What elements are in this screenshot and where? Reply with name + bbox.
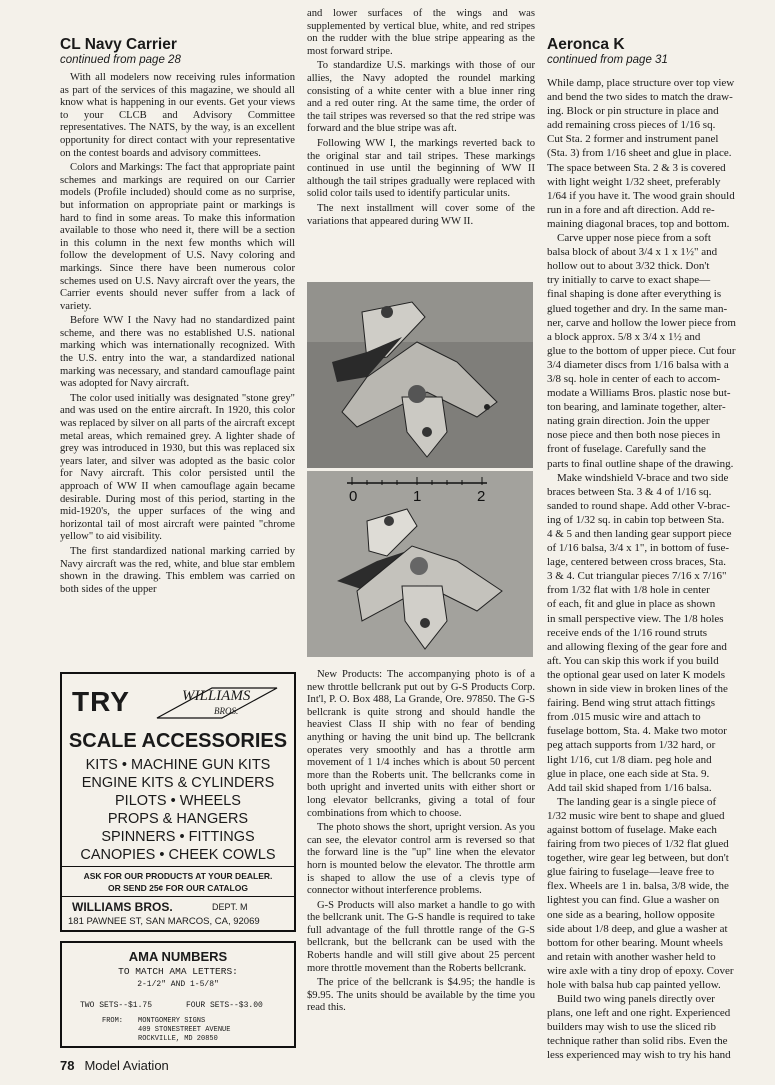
paragraph: The color used initially was designated "stone grey" and was used on the entire aircraft. In 1920, this color was replaced by silver on all parts of the aircraft except metal areas, which remained grey. A lighter shade of grey was introduced in 1930, but this was replaced six years later, and silver was adopted as the basic color for Navy aircraft. This color persisted until the approach of WW II when camouflage again became desirable. During most of this period, starting in the mid-1920's, the upper surfaces of the wing and horizontal tail of most aircraft were painted "chrome yellow" to aid visibility.	[60, 392, 295, 543]
paragraph: Following WW I, the markings reverted back to the original star and tail stripes. These markings continued in use until the beginning of WW II although the tail stripes gradually were replaced with solid color tails used to identify particular units.	[307, 137, 535, 200]
text-line: nose piece and then both nose pieces in	[547, 429, 721, 442]
text-line: with light weight 1/32 sheet, preferably	[547, 175, 721, 188]
text-line: Carve upper nose piece from a soft	[557, 232, 711, 245]
text-line: braces between Sta. 3 & 4 of 1/16 sq.	[547, 485, 712, 498]
text-line: 3 & 4. Cut triangular pieces 7/16 x 7/16"	[547, 570, 727, 583]
magazine-name: Model Aviation	[84, 1058, 169, 1073]
ad-dept: DEPT. M	[212, 902, 248, 912]
text-line: 1/32 music wire bent to shape and glued	[547, 809, 725, 822]
ad-line: SPINNERS • FITTINGS	[101, 829, 255, 845]
ad-ask-line: ASK FOR OUR PRODUCTS AT YOUR DEALER.	[83, 871, 273, 881]
text-line: glue fairing to fuselage—leave free to	[547, 866, 715, 879]
paragraph: With all modelers now receiving rules information as part of the services of this magazine, we should all know what is happening in our events. Get your views to your CLCB and Advisory Committee representatives. The NATS, by the way, is an excellent opportunity for direct contact with your representative on the contest boards and advisory committees.	[60, 72, 295, 159]
ad-address: 181 PAWNEE ST, SAN MARCOS, CA, 92069	[68, 916, 260, 927]
text-line: and retain with another washer held to	[547, 950, 716, 963]
text-line: of 1/16 balsa, 3/4 x 1", in bottom of fuse-	[547, 542, 729, 555]
text-line: glued together and dry. In the same man-	[547, 302, 728, 315]
ad-line: PILOTS • WHEELS	[115, 793, 241, 809]
logo-subtext: BROS.	[214, 706, 239, 716]
text-line: Add tail skid shaped from 1/16 balsa.	[547, 781, 712, 794]
text-line: 3/8 sq. hole in center of each to accom-	[547, 372, 721, 385]
logo-text: WILLIAMS	[182, 688, 251, 704]
text-line: a block approx. 5/8 x 3/4 x 1½ and	[547, 330, 701, 343]
text-line: glue to the bottom of upper piece. Cut four	[547, 344, 736, 357]
column-left	[60, 36, 295, 598]
bellcrank-illustration	[307, 282, 533, 468]
ruler-label: 1	[413, 488, 422, 505]
text-line: peg attach supports from 1/32 hard, or	[547, 739, 716, 752]
text-line: run in a fore and aft direction. Add re-	[547, 203, 715, 216]
text-line: shown in side view in broken lines of the	[547, 683, 728, 696]
ad-line: PROPS & HANGERS	[107, 811, 249, 827]
text-line: ner, carve and hollow the lower piece from	[547, 316, 736, 329]
text-line: Build two wing panels directly over	[557, 993, 715, 1006]
bellcrank-photo-top	[307, 282, 533, 468]
paragraph: G-S Products will also market a handle to go with the bellcrank unit. The G-S handle is required to take full advantage of the full throttle range of the G-S bellcrank, but the bellcrank can be used with the Roberts handle and will still give about 25 percent more throttle movement than the Roberts bellcrank.	[307, 899, 535, 974]
text-line: The landing gear is a single piece of	[557, 795, 717, 808]
text-line: against bottom of fuselage. Make each	[547, 823, 717, 836]
paragraph: Colors and Markings: The fact that appropriate paint schemes and markings are required on our Carrier models (Profile included) should come as no surprise, but information on appropriate paint or markings is hard to find in some areas. To make this information available to those who need it, there will be a section in this column in the next few months which will follow the development of U.S. Navy coloring and markings. Since there have been numerous color schemes used on U.S. Navy aircraft over the years, the Carrier events should never suffer from a lack of variety.	[60, 162, 295, 312]
text-line: While damp, place structure over top view	[547, 77, 735, 89]
text-line: Cut Sta. 2 former and instrument panel	[547, 133, 719, 146]
text-line: hole with balsa hub cap painted yellow.	[547, 979, 721, 991]
text-line: plans, one left and one right. Experienced	[547, 1007, 731, 1020]
text-line: from 1/32 flat with 1/8 hole in center	[547, 584, 710, 597]
paragraph: To standardize U.S. markings with those of our allies, the Navy adopted the roundel marking consisting of a white center with a blue inner ring and a red outer ring. At the same time, the order of the tail stripes was reversed so that the red stripe was forward and the blue stripe was aft.	[307, 60, 535, 135]
text-line: from .015 music wire and attach to	[547, 711, 701, 724]
ad-line: ENGINE KITS & CYLINDERS	[81, 775, 275, 791]
ruler-label: 2	[477, 488, 486, 505]
text-line: builders may wish to use the sliced rib	[547, 1021, 716, 1034]
text-line: fairing from two pieces of 1/32 flat glued	[547, 838, 729, 851]
text-line: together, wire gear leg between, but don't	[547, 852, 729, 865]
ama-title: AMA NUMBERS	[128, 949, 228, 964]
text-line: front of fuselage. Carefully sand the	[547, 443, 706, 456]
text-line: 1/64 if you have it. The wood grain should	[547, 189, 735, 202]
continued-line: continued from page 31	[547, 54, 668, 66]
text-line: final shaping is done after everything is	[547, 288, 722, 301]
text-line: and bend the two sides to match the draw-	[547, 91, 733, 104]
text-line: light 1/16, cut 1/8 diam. peg hole and	[547, 753, 712, 766]
text-line: balsa block of about 3/4 x 1 x 1½" and	[547, 246, 718, 259]
text-line: add remaining cross pieces of 1/16 sq.	[547, 119, 716, 132]
paragraph: The first standardized national marking carried by Navy aircraft was the red, white, and blue star emblem shown in the drawing. This emblem was carried on both sides of the upper	[60, 545, 295, 595]
text-line: maining diagonal braces, top and bottom.	[547, 217, 730, 230]
text-line: of each, fit and glue in place as shown	[547, 598, 716, 611]
right-column-text	[547, 76, 775, 1063]
ama-price-four: FOUR SETS--$3.00	[186, 1001, 263, 1010]
bellcrank-photo-bottom	[307, 471, 533, 657]
text-line: The space between Sta. 2 & 3 is covered	[547, 161, 726, 174]
ama-address-line: MONTGOMERY SIGNS	[138, 1017, 206, 1025]
text-line: nating grain direction. Join the upper	[547, 415, 710, 428]
text-line: in small perspective view. The 1/8 holes	[547, 612, 724, 625]
paragraph: The photo shows the short, upright version. As you can see, the elevator control arm is reversed so that the forward line is the "up" line when the elevator horn is mounted below the elevator. The throttle arm is shaped to allow the use of a clevis type of connector without interference problems.	[307, 822, 535, 897]
ad-title: SCALE ACCESSORIES	[68, 730, 288, 752]
text-line: less experienced may wish to try his hand	[547, 1049, 731, 1062]
text-line: 4 & 5 and then landing gear support piece	[547, 528, 732, 540]
article-heading: CL Navy Carrier	[60, 36, 177, 53]
paragraph: and lower surfaces of the wings and was supplemented by vertical blue, white, and red stripes on the rudder with the blue stripe appearing as the most forward stripe.	[307, 8, 535, 57]
text-line: fairing. Bend wing strut attach fittings	[547, 697, 716, 710]
text-line: Make windshield V-brace and two side	[557, 471, 729, 484]
text-line: modate a Williams Bros. plastic nose but-	[547, 387, 731, 400]
ad-company: WILLIAMS BROS.	[72, 900, 173, 914]
text-line: sanded to round shape. Add other V-brac-	[547, 499, 730, 512]
text-line: the optional gear used on later K models	[547, 668, 726, 681]
ad-ask	[62, 870, 294, 894]
text-line: ing of 1/32 sq. in cabin top between Sta.	[547, 513, 725, 526]
ad-line: CANOPIES • CHEEK COWLS	[80, 847, 276, 863]
ad-product-list	[62, 756, 294, 864]
text-line: receive ends of the 1/16 round struts	[547, 626, 708, 639]
ad-ask-line: OR SEND 25¢ FOR OUR CATALOG	[108, 883, 248, 893]
ad-line: KITS • MACHINE GUN KITS	[85, 757, 271, 773]
text-line: bottom for other bearing. Mount wheels	[547, 936, 723, 949]
text-line: aft. You can skip this work if you build	[547, 654, 719, 667]
text-line: lage, centered between cross braces, Sta.	[547, 556, 726, 569]
text-line: 3/4 diameter discs from 1/16 balsa with a	[547, 358, 729, 371]
williams-bros-ad	[60, 672, 296, 932]
text-line: lightest you can find. Glue a washer on	[547, 894, 720, 907]
text-line: hollow out to about 3/32 thick. Don't	[547, 260, 710, 273]
ama-address-line: 409 STONESTREET AVENUE	[138, 1026, 231, 1034]
article-heading: Aeronca K	[547, 36, 625, 53]
text-line: technique rather than solid ribs. Even the	[547, 1035, 728, 1048]
continued-line: continued from page 28	[60, 54, 181, 66]
paragraph: The next installment will cover some of the variations that appeared during WW II.	[307, 202, 535, 227]
page-footer	[60, 1058, 169, 1073]
column-right	[547, 36, 775, 1063]
text-line: side about 1/8 deep, and glue a washer at	[547, 922, 728, 935]
text-line: fuselage bottom, Sta. 4. Make two motor	[547, 725, 727, 738]
ruler-label: 0	[349, 488, 358, 505]
ama-address-line: ROCKVILLE, MD 20850	[138, 1035, 218, 1043]
ama-sizes: 2-1/2" AND 1-5/8"	[137, 980, 219, 989]
text-line: wire axle with a tiny drop of epoxy. Cover	[547, 964, 734, 977]
page-number: 78	[60, 1058, 75, 1073]
ama-price-two: TWO SETS--$1.75	[80, 1001, 153, 1010]
williams-logo	[152, 682, 282, 722]
bellcrank-ruler-illustration	[307, 471, 533, 657]
text-line: glue in place, one each side at Sta. 9.	[547, 767, 710, 780]
paragraph: Before WW I the Navy had no standardized paint scheme, and there was no established U.S. national marking which was internationally recognized. With the U.S. entry into the war, a standardized national marking was necessary, and standard camouflage paint was adopted for Navy aircraft.	[60, 315, 295, 390]
ama-from: FROM:	[102, 1017, 124, 1025]
paragraph: The price of the bellcrank is $4.95; the handle is $9.95. The units should be available by the time you read this.	[307, 977, 535, 1014]
column-middle-lower	[307, 669, 535, 1017]
ama-address	[138, 1017, 230, 1044]
text-line: ton bearing, and laminate together, alter-	[547, 401, 726, 414]
text-line: (Sta. 3) from 1/16 sheet and glue in place.	[547, 147, 732, 160]
text-line: parts to final outline shape of the drawing.	[547, 457, 734, 470]
ama-subtitle: TO MATCH AMA LETTERS:	[118, 966, 238, 977]
ama-numbers-ad	[60, 941, 296, 1048]
text-line: one side as a bearing, hollow opposite	[547, 908, 715, 921]
paragraph: New Products: The accompanying photo is of a new throttle bellcrank put out by G-S Products Corp. Int'l, P. O. Box 488, La Grande, Ore. 97850. The G-S bellcrank is quite strong and should handle the heaviest Class II ship with no fear of bending anything or having the unit bind up. The bellcrank operates very smoothly and has a throttle arm movement of 1 1/4 inches which is about 50 percent more than the Roberts unit. The bellcranks come in both upright and inverted units with either short or long elevator bellcranks, giving a total of four combinations from which to choose.	[307, 669, 535, 819]
text-line: try initially to carve to exact shape—	[547, 274, 711, 287]
text-line: ing. Block or pin structure in place and	[547, 105, 719, 118]
text-line: and allowing flexing of the gear fore and	[547, 640, 727, 653]
column-middle	[307, 8, 535, 230]
text-line: flex. Wheels are 1 in. balsa, 3/8 wide, the	[547, 880, 729, 893]
ad-try: TRY	[72, 686, 130, 717]
